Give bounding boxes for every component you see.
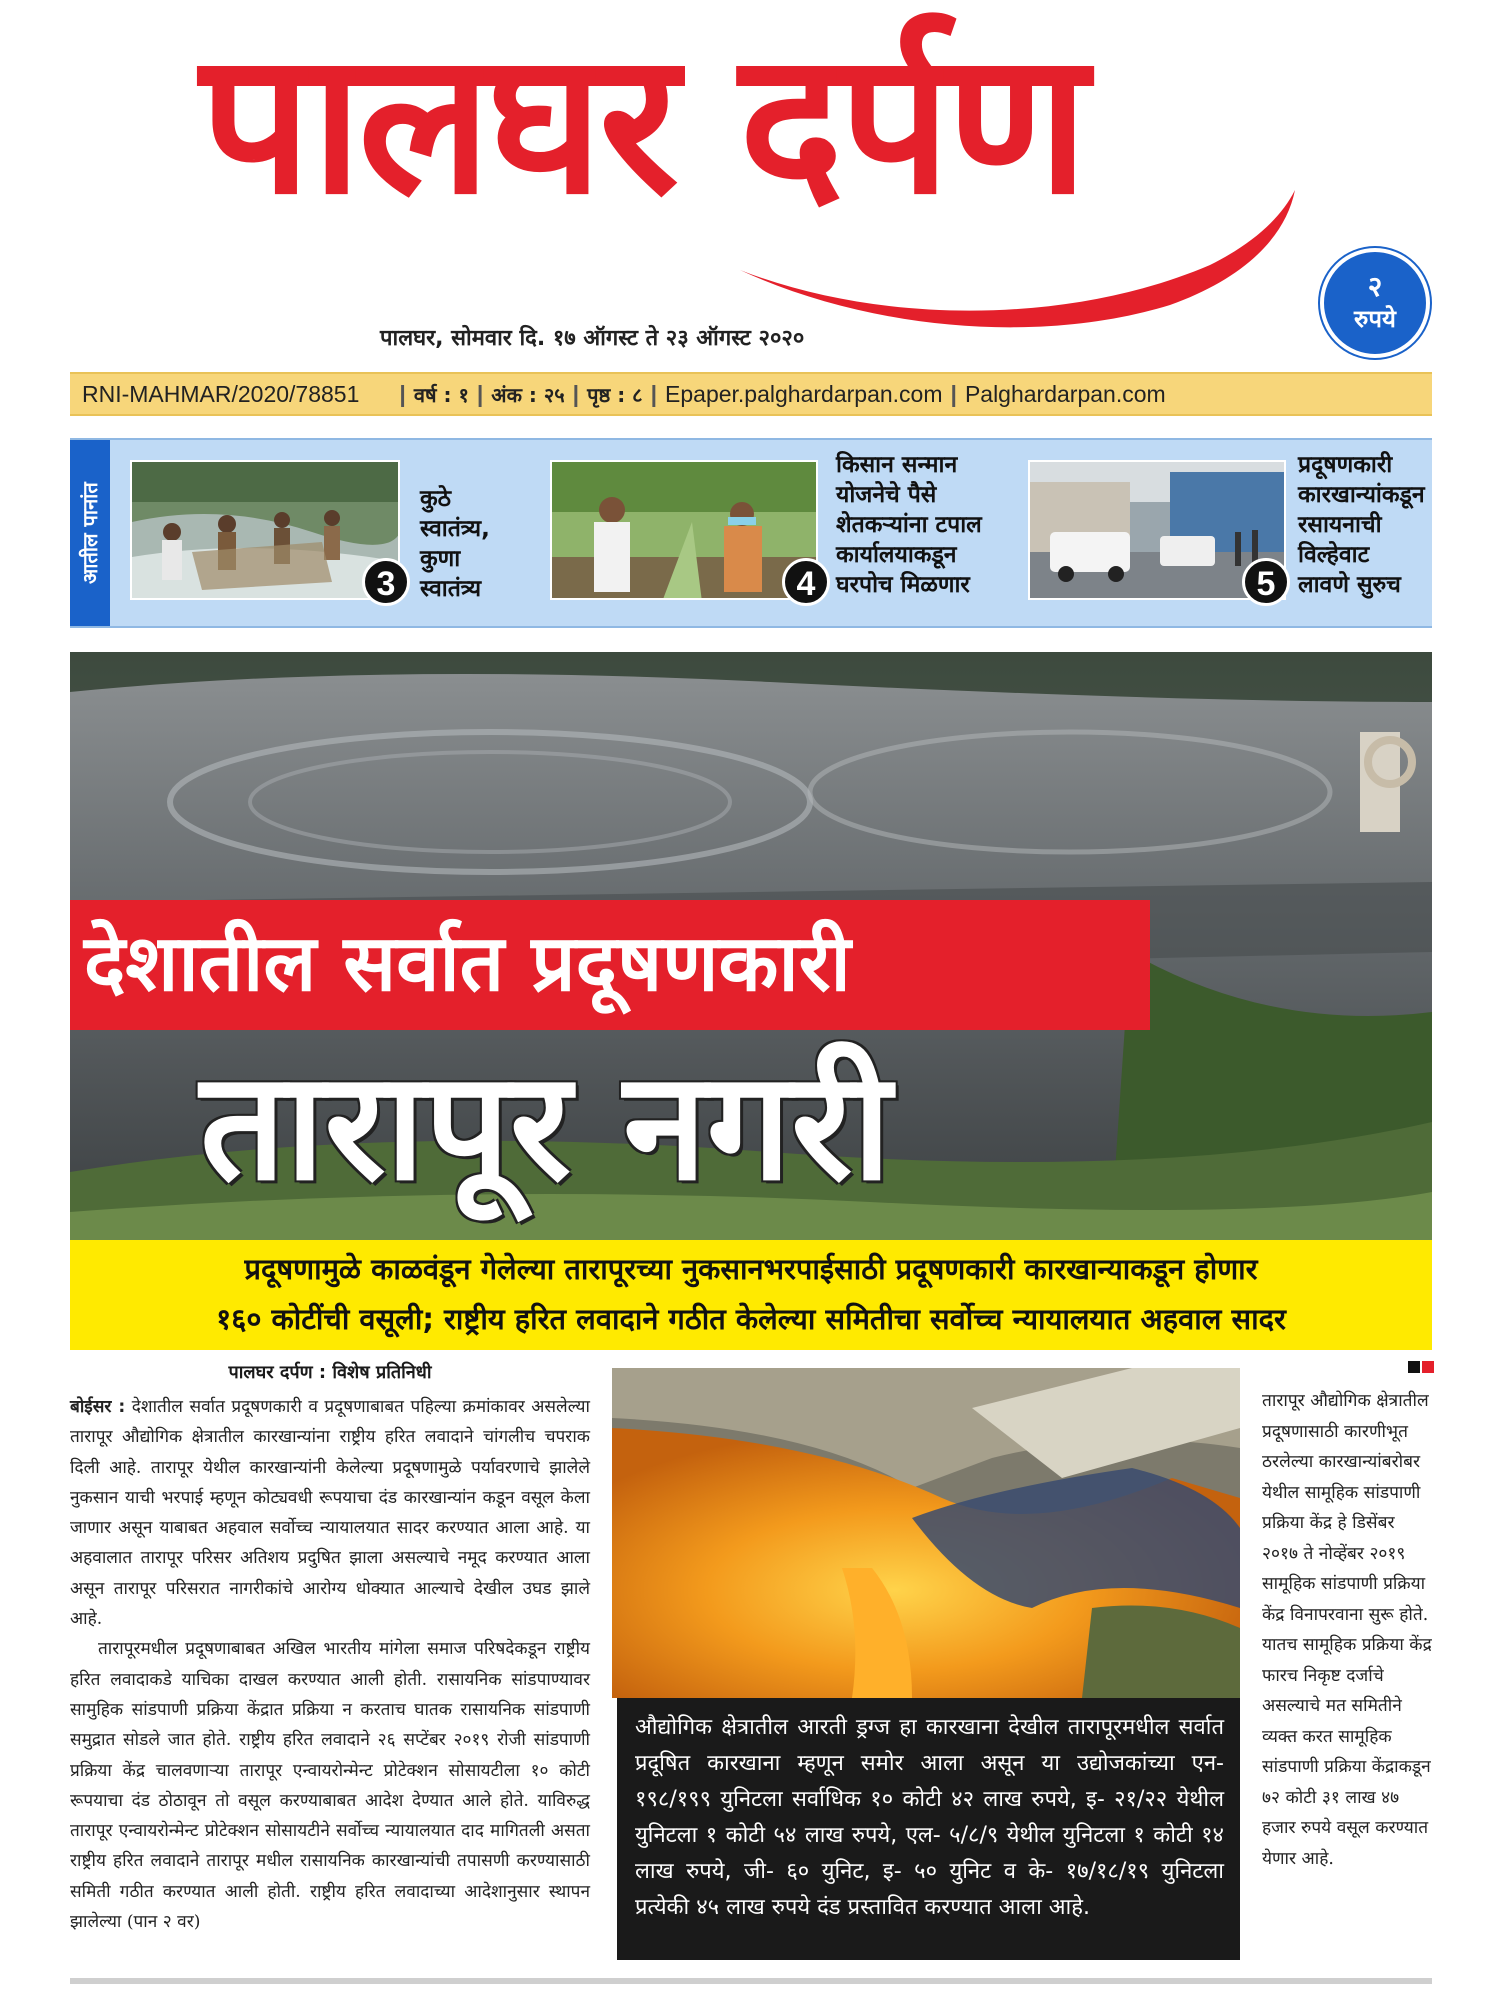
masthead [180, 0, 1330, 330]
headline-primary: देशातील सर्वात प्रदूषणकारी [70, 900, 1150, 1030]
separator: | [572, 380, 580, 407]
issue-number: अंक : २५ [491, 382, 565, 407]
photo-orange-effluent [612, 1368, 1240, 1698]
teaser-page-number: 4 [782, 558, 830, 606]
article-body [70, 1392, 590, 1937]
teaser-line: कुणा [420, 546, 461, 572]
teaser-line: कारखान्यांकडून [1298, 482, 1425, 508]
inside-pages-strip [70, 438, 1432, 628]
deck-line-1: प्रदूषणामुळे काळवंडून गेलेल्या तारापूरच्या नुकसानभरपाईसाठी प्रदूषणकारी कारखान्याकडून होणार [244, 1252, 1258, 1286]
separator: | [399, 380, 406, 407]
hero-section [70, 652, 1432, 1244]
sidebar-marks [1262, 1358, 1434, 1380]
teaser-line: किसान सन्मान [836, 452, 958, 478]
teaser-photo-river [130, 460, 400, 600]
teaser-page-3[interactable] [130, 460, 490, 610]
deck-subheadline [70, 1240, 1432, 1350]
photo-caption: औद्योगिक क्षेत्रातील आरती ड्रग्ज हा कारखाना देखील तारापूरमधील सर्वात प्रदूषित कारखाना म्हणून समोर आला असून या उद्योजकांच्या एन- १९८/१९९ युनिटला सर्वाधिक १० कोटी ४२ लाख रुपये, इ- २१/२२ येथील युनिटला १ कोटी ५४ लाख रुपये, एल- ५/८/९ येथील युनिटला १ कोटी १४ लाख रुपये, जी- ६० युनिट, इ- ५० युनिट व के- १७/१८/१९ युनिटला प्रत्येकी ४५ लाख रुपये दंड प्रस्तावित करण्यात आला आहे. [612, 1698, 1240, 1960]
epaper-link[interactable]: Epaper.palghardarpan.com [665, 380, 943, 407]
teaser-line: स्वातंत्र्य [420, 576, 482, 602]
article-column [70, 1358, 590, 1937]
teaser-line: रसायनाची [1298, 512, 1382, 538]
headline-secondary: तारापूर नगरी [200, 1040, 892, 1214]
teaser-headline [420, 484, 540, 604]
teaser-page-4[interactable] [550, 452, 982, 610]
teaser-line: कुठे [420, 486, 452, 512]
teaser-headline [1298, 450, 1448, 600]
separator: | [950, 380, 957, 407]
teaser-line: घरपोच मिळणार [836, 572, 970, 598]
teaser-line: स्वातंत्र्य, [420, 516, 490, 542]
article-paragraph-1-text: देशातील सर्वात प्रदूषणकारी व प्रदूषणाबाबत पहिल्या क्रमांकावर असलेल्या तारापूर औद्योगिक क्षेत्रातील कारखान्यांना राष्ट्रीय हरित लवादाने चांगलीच चपराक दिली आहे. तारापूर येथील कारखान्यांनी केलेल्या प्रदूषणामुळे पर्यावरणाचे झालेले नुकसान याची भरपाई म्हणून कोट्यवधी रूपयाचा दंड कारखान्यांन कडून वसूल केला जाणार असून याबाबत अहवाल सर्वोच्च न्यायालयात सादर करण्यात आला आहे. या अहवालात तारापूर परिसर अतिशय प्रदुषित झाला असल्याचे नमूद करण्यात आला असून तारापूर परिसरात नागरीकांचे आरोग्य धोक्यात आल्याचे देखील उघड झाले आहे. [70, 1397, 590, 1630]
teaser-headline [836, 450, 1036, 600]
sidebar-text: तारापूर औद्योगिक क्षेत्रातील प्रदूषणासाठी कारणीभूत ठरलेल्या कारखान्यांबरोबर येथील सामूहिक सांडपाणी प्रक्रिया केंद्र हे डिसेंबर २०१७ ते नोव्हेंबर २०१९ सामूहिक सांडपाणी प्रक्रिया केंद्र विनापरवाना सुरू होते. यातच सामूहिक प्रक्रिया केंद्र फारच निकृष्ट दर्जाचे असल्याचे मत समितीने व्यक्त करत सामूहिक सांडपाणी प्रक्रिया केंद्राकडून ७२ कोटी ३१ लाख ४७ हजार रुपये वसूल करण्यात येणार आहे. [1262, 1391, 1432, 1869]
article-byline: पालघर दर्पण : विशेष प्रतिनिधी [228, 1362, 432, 1383]
separator: | [476, 380, 484, 407]
newspaper-title: पालघर दर्पण [200, 10, 1085, 238]
mark-black [1408, 1361, 1420, 1373]
teaser-line: प्रदूषणकारी [1298, 452, 1393, 478]
teaser-line: लावणे सुरुच [1298, 572, 1401, 598]
price-unit: रुपये [1354, 305, 1396, 333]
teaser-line: विल्हेवाट [1298, 542, 1370, 568]
separator: | [650, 380, 658, 407]
inside-pages-label: आतील पानांत [70, 440, 110, 626]
info-bar [70, 372, 1432, 416]
teaser-photo-farmers [550, 460, 818, 600]
rni-number: RNI-MAHMAR/2020/78851 [82, 380, 360, 407]
mark-red [1422, 1361, 1434, 1373]
teaser-page-number: 3 [362, 558, 410, 606]
website-link[interactable]: Palghardarpan.com [964, 380, 1166, 407]
dateline: पालघर, सोमवार दि. १७ ऑगस्ट ते २३ ऑगस्ट २०२० [380, 326, 805, 351]
teaser-line: कार्यालयाकडून [836, 542, 957, 568]
article-paragraph-2: तारापूरमधील प्रदूषणाबाबत अखिल भारतीय मांगेला समाज परिषदेकडून राष्ट्रीय हरित लवादाकडे याचिका दाखल करण्यात आली होती. रासायनिक सांडपाण्यावर सामुहिक सांडपाणी प्रक्रिया केंद्रात प्रक्रिया न करताच घातक रासायनिक सांडपाणी समुद्रात सोडले जात होते. राष्ट्रीय हरित लवादाने २६ सप्टेंबर २०१९ रोजी सांडपाणी प्रक्रिया केंद्र चालवणाऱ्या तारापूर एन्वायरोन्मेन्ट प्रोटेक्शन सोसायटीला १० कोटी रूपयाचा दंड ठोठावून तो वसूल करण्याबाबत आदेश देण्यात आले होते. याविरुद्ध तारापूर एन्वायरोन्मेन्ट प्रोटेक्शन सोसायटीने सर्वोच्च न्यायालयात दाद मागितली असता राष्ट्रीय हरित लवादाने तारापूर मधील रासायनिक कारखान्यांची तपासणी करण्यासाठी समिती गठीत करण्यात आली होती. राष्ट्रीय हरित लवादाच्या आदेशानुसार स्थापन झालेल्या (पान २ वर) [70, 1639, 590, 1933]
article-paragraph-1 [70, 1392, 590, 1634]
price-badge [1320, 248, 1430, 358]
sidebar-column [1262, 1358, 1434, 1874]
price-value: २ [1367, 270, 1383, 303]
bottom-rule [70, 1978, 1432, 1984]
deck-line-2: १६० कोटींची वसूली; राष्ट्रीय हरित लवादाने गठीत केलेल्या समितीचा सर्वोच्च न्यायालयात अहवाल सादर [216, 1302, 1286, 1336]
teaser-line: योजनेचे पैसे [836, 482, 937, 508]
volume-year: वर्ष : १ [413, 382, 469, 407]
article-kicker: बोईसर : [70, 1397, 126, 1417]
page-count: पृष्ठ : ८ [587, 382, 643, 407]
teaser-line: शेतकऱ्यांना टपाल [836, 512, 982, 538]
teaser-page-5[interactable] [1028, 452, 1428, 610]
teaser-page-number: 5 [1242, 558, 1290, 606]
